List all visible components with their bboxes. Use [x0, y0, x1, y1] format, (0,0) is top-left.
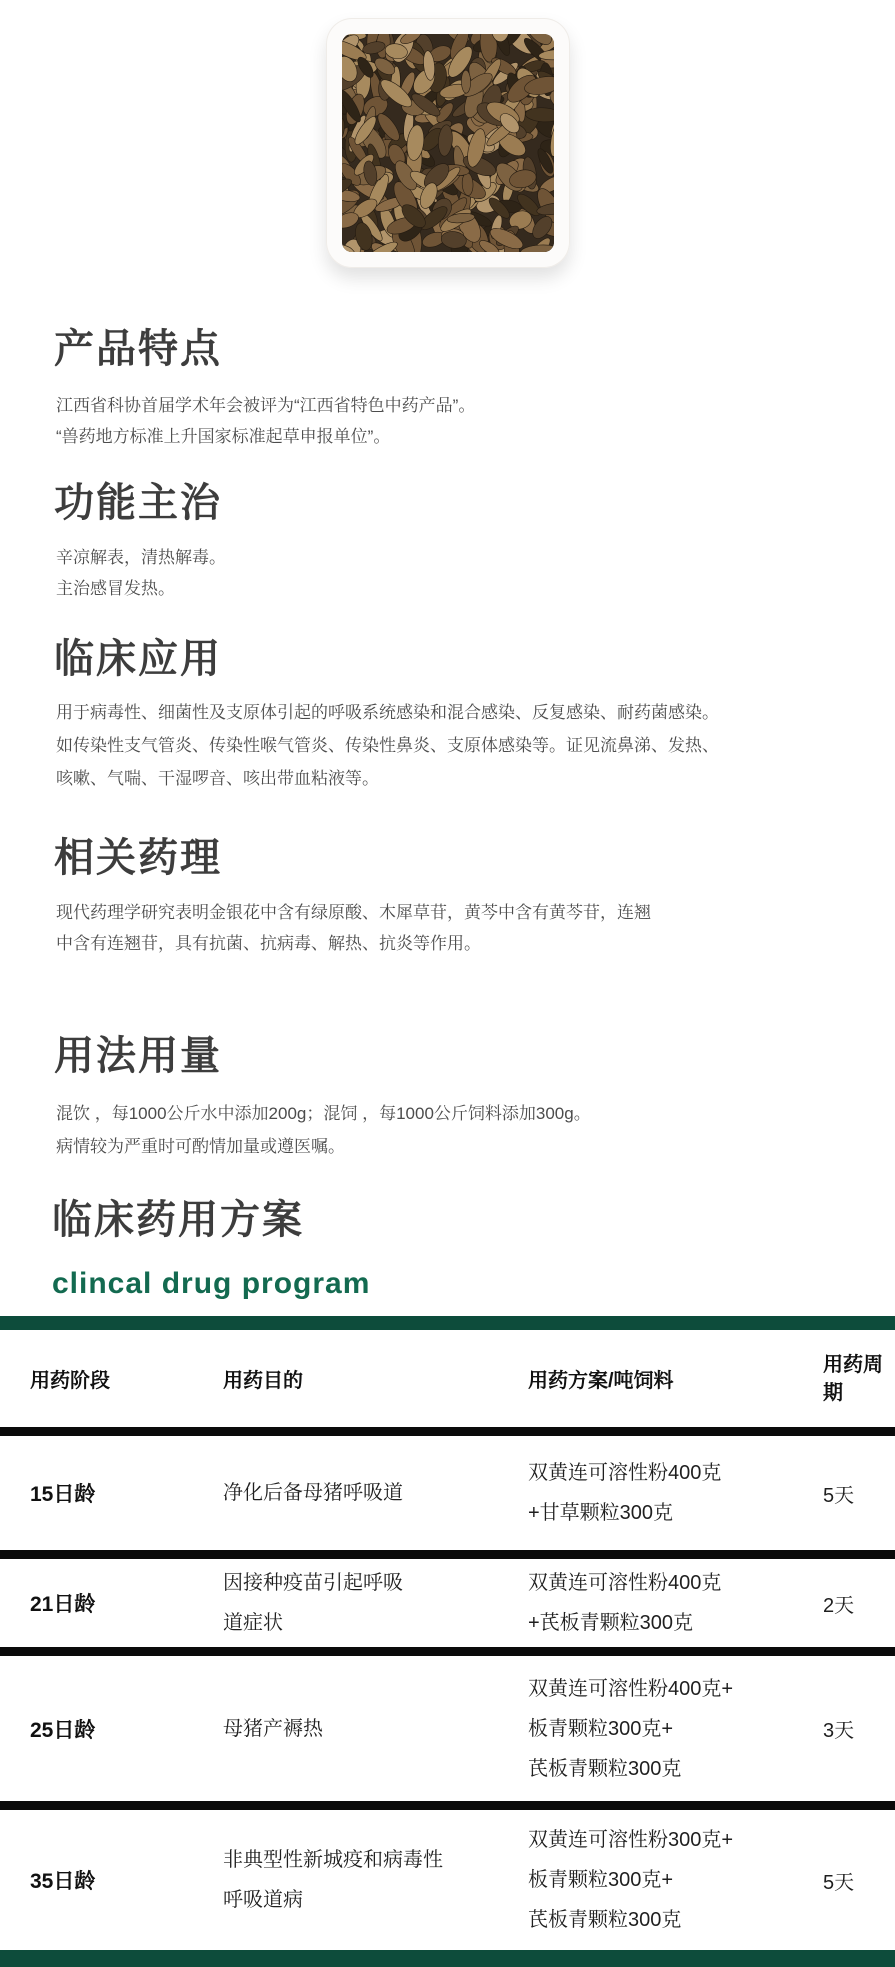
- section-text-line: 中含有连翘苷，具有抗菌、抗病毒、解热、抗炎等作用。: [56, 934, 481, 953]
- plan-cell: [495, 1559, 795, 1647]
- purpose-cell: [195, 1656, 495, 1801]
- table-divider: [0, 1550, 895, 1559]
- table-top-green-bar: [0, 1316, 895, 1330]
- section-title: 用法用量: [54, 1034, 222, 1078]
- table-row: [0, 1436, 895, 1550]
- plan-line: 双黄连可溶性粉400克+: [528, 1677, 734, 1700]
- section-text-line: 主治感冒发热。: [56, 579, 175, 598]
- table-divider: [0, 1801, 895, 1810]
- table-row: [0, 1656, 895, 1801]
- purpose-cell: [195, 1436, 495, 1550]
- header-purpose: 用药目的: [223, 1370, 303, 1392]
- table-row: [0, 1559, 895, 1647]
- table-divider: [0, 1427, 895, 1436]
- section-text-line: 现代药理学研究表明金银花中含有绿原酸、木犀草苷，黄芩中含有黄芩苷，连翘: [56, 903, 651, 922]
- purpose-line: 道症状: [223, 1612, 283, 1634]
- section-text-line: 辛凉解表，清热解毒。: [56, 548, 226, 567]
- plan-line: +芪板青颗粒300克: [528, 1612, 694, 1634]
- plan-line: 芪板青颗粒300克: [528, 1909, 682, 1931]
- section-text-line: 混饮 ，每1000公斤水中添加200g；混饲 ，每1000公斤饲料添加300g。: [56, 1104, 591, 1123]
- page-bottom-green-bar: [0, 1950, 895, 1967]
- plan-line: 芪板青颗粒300克: [528, 1757, 682, 1780]
- period-cell: 5天: [823, 1484, 855, 1507]
- plan-line: 双黄连可溶性粉400克: [528, 1462, 722, 1484]
- period-cell: 3天: [823, 1720, 855, 1742]
- section-title: 功能主治: [54, 481, 222, 525]
- section-title: 相关药理: [54, 836, 222, 880]
- purpose-line: 呼吸道病: [223, 1889, 303, 1911]
- plan-line: 板青颗粒300克+: [528, 1869, 674, 1891]
- header-plan: 用药方案/吨饲料: [528, 1370, 674, 1392]
- section-title: 产品特点: [54, 327, 222, 371]
- program-subtitle-en: clincal drug program: [52, 1267, 371, 1300]
- plan-cell: [495, 1656, 795, 1801]
- section-text-line: 咳嗽、气喘、干湿啰音、咳出带血粘液等。: [56, 769, 379, 788]
- plan-line: 板青颗粒300克+: [528, 1717, 674, 1740]
- white-dish: [326, 18, 570, 268]
- period-cell: 2天: [823, 1594, 855, 1617]
- program-title: 临床药用方案: [52, 1198, 304, 1242]
- stage-cell: 35日龄: [30, 1870, 96, 1893]
- stage-cell: 25日龄: [30, 1718, 96, 1742]
- purpose-cell: [195, 1559, 495, 1647]
- purpose-line: 因接种疫苗引起呼吸: [223, 1572, 403, 1594]
- product-photo: [326, 18, 570, 274]
- purpose-line: 非典型性新城疫和病毒性: [223, 1849, 443, 1871]
- purpose-line: 母猪产褥热: [223, 1717, 323, 1740]
- section-text-line: 用于病毒性、细菌性及支原体引起的呼吸系统感染和混合感染、反复感染、耐药菌感染。: [56, 703, 719, 722]
- table-divider: [0, 1647, 895, 1656]
- purpose-cell: [195, 1810, 495, 1950]
- table-header-row: [0, 1330, 895, 1427]
- dried-herb-seeds-image: [342, 34, 554, 252]
- plan-line: +甘草颗粒300克: [528, 1502, 674, 1524]
- section-text-line: 江西省科协首届学术年会被评为“江西省特色中药产品”。: [56, 396, 476, 415]
- plan-cell: [495, 1436, 795, 1550]
- section-dosage: [0, 1031, 895, 1163]
- plan-line: 双黄连可溶性粉400克: [528, 1572, 722, 1594]
- period-cell: 5天: [823, 1871, 855, 1894]
- stage-cell: 21日龄: [30, 1593, 96, 1616]
- plan-line: 双黄连可溶性粉300克+: [528, 1829, 734, 1851]
- header-stage: 用药阶段: [30, 1370, 110, 1392]
- header-period: 用药周期: [823, 1353, 883, 1404]
- section-clinical-application: [0, 634, 895, 795]
- section-product-features: [0, 324, 895, 452]
- section-pharmacology: [0, 833, 895, 959]
- section-text-line: “兽药地方标准上升国家标准起草申报单位”。: [56, 427, 391, 446]
- section-title: 临床应用: [54, 637, 222, 681]
- section-functions: [0, 478, 895, 604]
- section-clinical-drug-program: [0, 1195, 895, 1301]
- plan-cell: [495, 1810, 795, 1950]
- table-row: [0, 1810, 895, 1950]
- purpose-line: 净化后备母猪呼吸道: [223, 1482, 403, 1504]
- stage-cell: 15日龄: [30, 1483, 96, 1506]
- section-text-line: 如传染性支气管炎、传染性喉气管炎、传染性鼻炎、支原体感染等。证见流鼻涕、发热、: [56, 736, 719, 755]
- section-text-line: 病情较为严重时可酌情加量或遵医嘱。: [56, 1137, 345, 1156]
